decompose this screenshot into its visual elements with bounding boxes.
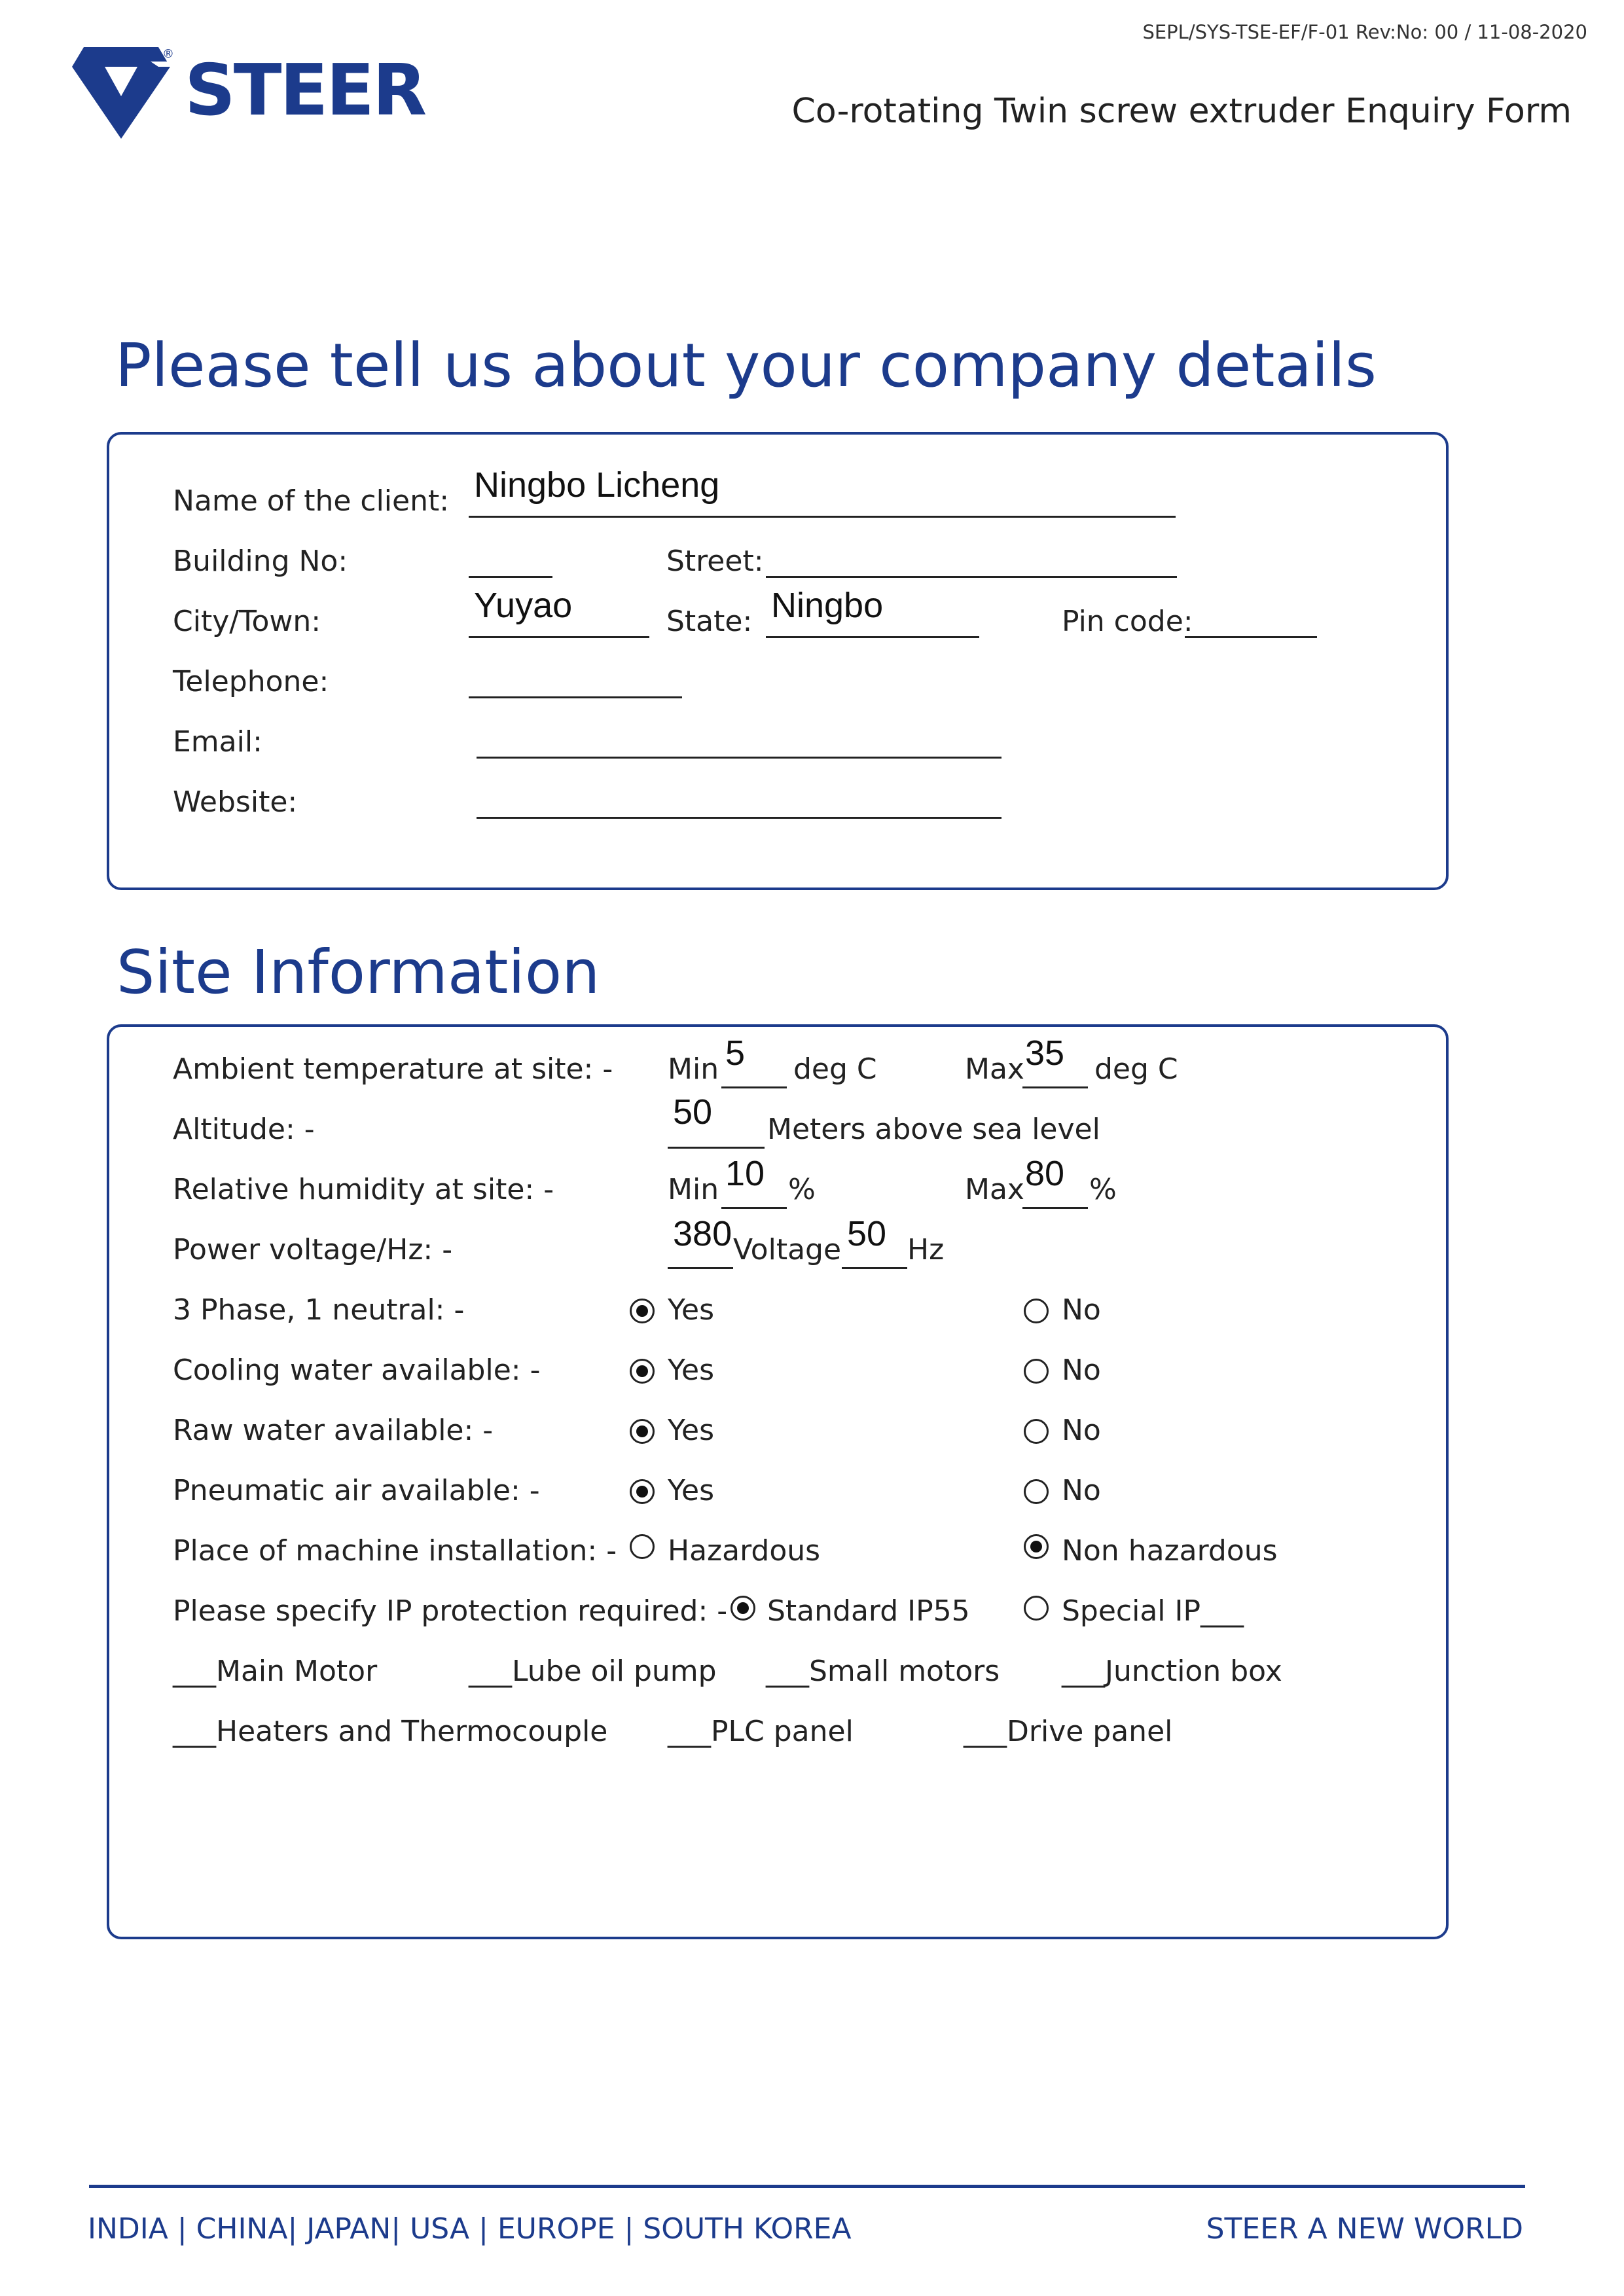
- client-field-line: [469, 516, 1176, 518]
- humidity-max-field[interactable]: 80: [1025, 1154, 1065, 1193]
- cooling-water-no-label: No: [1062, 1354, 1101, 1387]
- footer-tagline: STEER A NEW WORLD: [1206, 2212, 1523, 2246]
- humidity-min-line: [721, 1207, 787, 1209]
- email-field-line: [477, 757, 1001, 759]
- state-field-line: [766, 636, 979, 638]
- humidity-label: Relative humidity at site: -: [173, 1173, 554, 1206]
- pin-code-label: Pin code:: [1062, 605, 1193, 638]
- installation-label: Place of machine installation: -: [173, 1534, 617, 1568]
- altitude-field[interactable]: 50: [673, 1092, 713, 1132]
- footer-regions: INDIA | CHINA| JAPAN| USA | EUROPE | SOUTH KOREA: [88, 2212, 852, 2246]
- standard-ip-radio[interactable]: [731, 1596, 755, 1621]
- footer-divider: [89, 2185, 1525, 2188]
- city-label: City/Town:: [173, 605, 321, 638]
- raw-water-label: Raw water available: -: [173, 1414, 494, 1447]
- ambient-max-unit: deg C: [1094, 1052, 1178, 1086]
- humidity-max-label: Max: [965, 1173, 1024, 1206]
- humidity-min-label: Min: [668, 1173, 719, 1206]
- ambient-min-field[interactable]: 5: [725, 1033, 746, 1073]
- steer-logo: [72, 47, 425, 145]
- phase-yes-label: Yes: [668, 1293, 715, 1327]
- cooling-water-yes-radio[interactable]: [630, 1359, 655, 1384]
- cooling-water-yes-label: Yes: [668, 1354, 715, 1387]
- hazardous-radio[interactable]: [630, 1534, 655, 1559]
- raw-water-no-radio[interactable]: [1024, 1419, 1049, 1444]
- brand-name: STEER: [185, 50, 425, 132]
- client-label: Name of the client:: [173, 484, 450, 518]
- altitude-unit: Meters above sea level: [767, 1113, 1100, 1146]
- ambient-max-field[interactable]: 35: [1025, 1033, 1065, 1073]
- heaters-option[interactable]: ___Heaters and Thermocouple: [173, 1715, 608, 1748]
- street-label: Street:: [666, 545, 764, 578]
- pneumatic-air-no-radio[interactable]: [1024, 1479, 1049, 1504]
- altitude-label: Altitude: -: [173, 1113, 315, 1146]
- phase-label: 3 Phase, 1 neutral: -: [173, 1293, 465, 1327]
- ambient-temperature-label: Ambient temperature at site: -: [173, 1052, 613, 1086]
- client-field[interactable]: Ningbo Licheng: [474, 465, 720, 505]
- state-field[interactable]: Ningbo: [771, 586, 884, 625]
- hz-unit: Hz: [907, 1233, 945, 1266]
- steer-logo-mark-icon: [72, 47, 183, 139]
- ambient-max-line: [1022, 1086, 1088, 1088]
- voltage-unit: Voltage: [733, 1233, 842, 1266]
- street-field-line: [766, 576, 1177, 578]
- phase-yes-radio[interactable]: [630, 1299, 655, 1323]
- city-field-line: [469, 636, 649, 638]
- plc-panel-option[interactable]: ___PLC panel: [668, 1715, 854, 1748]
- special-ip-label[interactable]: Special IP___: [1062, 1594, 1244, 1628]
- hazardous-label: Hazardous: [668, 1534, 821, 1568]
- building-field-line: [469, 576, 552, 578]
- email-label: Email:: [173, 725, 262, 759]
- site-heading: Site Information: [117, 937, 600, 1007]
- pneumatic-air-label: Pneumatic air available: -: [173, 1474, 540, 1507]
- phase-no-radio[interactable]: [1024, 1299, 1049, 1323]
- raw-water-yes-radio[interactable]: [630, 1419, 655, 1444]
- pneumatic-air-yes-label: Yes: [668, 1474, 715, 1507]
- lube-oil-pump-option[interactable]: ___Lube oil pump: [469, 1655, 717, 1688]
- special-ip-radio[interactable]: [1024, 1596, 1049, 1621]
- building-label: Building No:: [173, 545, 348, 578]
- cooling-water-label: Cooling water available: -: [173, 1354, 541, 1387]
- raw-water-yes-label: Yes: [668, 1414, 715, 1447]
- humidity-min-unit: %: [788, 1173, 816, 1206]
- ambient-min-unit: deg C: [793, 1052, 877, 1086]
- voltage-line: [668, 1267, 733, 1269]
- humidity-min-field[interactable]: 10: [725, 1154, 765, 1193]
- hz-field[interactable]: 50: [847, 1214, 887, 1253]
- ambient-min-line: [721, 1086, 787, 1088]
- website-field-line: [477, 817, 1001, 819]
- raw-water-no-label: No: [1062, 1414, 1101, 1447]
- pneumatic-air-yes-radio[interactable]: [630, 1479, 655, 1504]
- website-label: Website:: [173, 785, 298, 819]
- ip-protection-label: Please specify IP protection required: -: [173, 1594, 728, 1628]
- humidity-max-unit: %: [1089, 1173, 1117, 1206]
- form-title: Co-rotating Twin screw extruder Enquiry Form: [791, 92, 1572, 131]
- document-code: SEPL/SYS-TSE-EF/F-01 Rev:No: 00 / 11-08-2020: [1142, 21, 1587, 43]
- ambient-min-label: Min: [668, 1052, 719, 1086]
- ambient-max-label: Max: [965, 1052, 1024, 1086]
- non-hazardous-radio[interactable]: [1024, 1534, 1049, 1559]
- cooling-water-no-radio[interactable]: [1024, 1359, 1049, 1384]
- power-label: Power voltage/Hz: -: [173, 1233, 453, 1266]
- standard-ip-label: Standard IP55: [767, 1594, 970, 1628]
- registered-mark: ®: [162, 47, 174, 61]
- pin-code-field-line: [1185, 636, 1317, 638]
- altitude-line: [668, 1147, 765, 1149]
- pneumatic-air-no-label: No: [1062, 1474, 1101, 1507]
- telephone-label: Telephone:: [173, 665, 329, 698]
- drive-panel-option[interactable]: ___Drive panel: [964, 1715, 1173, 1748]
- state-label: State:: [666, 605, 753, 638]
- voltage-field[interactable]: 380: [673, 1214, 732, 1253]
- phase-no-label: No: [1062, 1293, 1101, 1327]
- city-field[interactable]: Yuyao: [474, 586, 573, 625]
- non-hazardous-label: Non hazardous: [1062, 1534, 1278, 1568]
- humidity-max-line: [1022, 1207, 1088, 1209]
- small-motors-option[interactable]: ___Small motors: [766, 1655, 1000, 1688]
- main-motor-option[interactable]: ___Main Motor: [173, 1655, 378, 1688]
- company-heading: Please tell us about your company details: [115, 331, 1377, 401]
- hz-line: [842, 1267, 907, 1269]
- telephone-field-line: [469, 696, 682, 698]
- junction-box-option[interactable]: ___Junction box: [1062, 1655, 1282, 1688]
